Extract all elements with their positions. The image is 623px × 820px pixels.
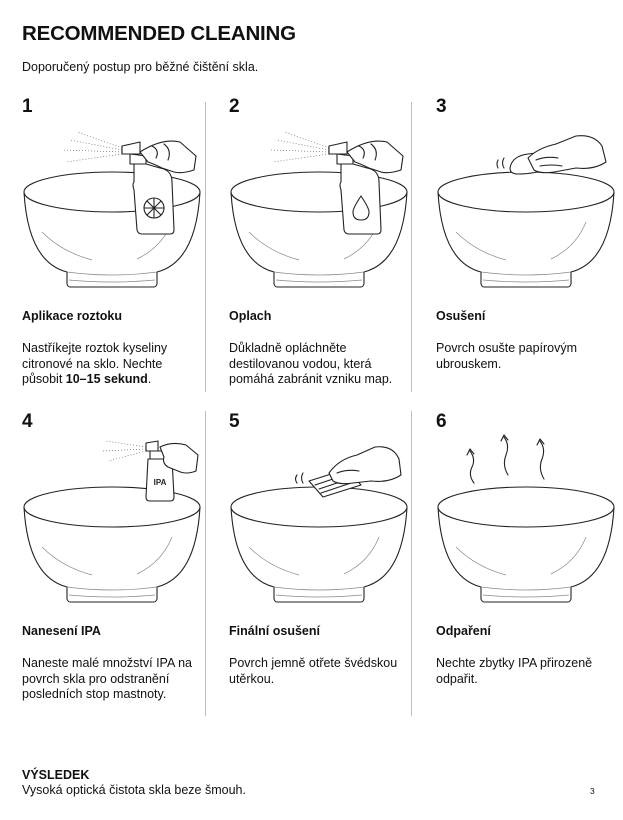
emphasis-text: 10–15 sekund (65, 372, 148, 386)
result-text: Vysoká optická čistota skla beze šmouh. (22, 783, 246, 797)
bottle-label: IPA (153, 478, 167, 487)
step-number: 6 (436, 411, 447, 432)
step-title: Nanesení IPA (22, 624, 101, 638)
step-description: Nechte zbytky IPA přirozeně odpařit. (436, 656, 593, 686)
cloth-icon (229, 427, 409, 617)
step-description: Naneste malé množství IPA na povrch skla pro odstranění posledních stop mastnoty. (22, 656, 192, 701)
step-title: Aplikace roztoku (22, 309, 123, 323)
paper-towel-icon (436, 112, 616, 302)
step-description: Povrch osušte papírovým ubrouskem. (436, 341, 578, 371)
step-number: 2 (229, 96, 240, 117)
spray-bottle-lemon-icon (22, 112, 202, 302)
step-description: Důkladně opláchněte destilovanou vodou, která pomáhá zabránit vzniku map. (229, 341, 393, 386)
step-title: Odpaření (436, 624, 491, 638)
step-number: 3 (436, 96, 447, 117)
step-title: Oplach (229, 309, 272, 323)
evaporation-icon (436, 427, 616, 617)
step-number: 5 (229, 411, 240, 432)
column-divider (411, 102, 412, 392)
column-divider (205, 102, 206, 392)
result-label: VÝSLEDEK (22, 768, 90, 782)
step-title: Osušení (436, 309, 486, 323)
page-subtitle: Doporučený postup pro běžné čištění skla. (22, 60, 259, 74)
step-title: Finální osušení (229, 624, 320, 638)
column-divider (411, 411, 412, 716)
column-divider (205, 411, 206, 716)
spray-bottle-ipa-icon (22, 427, 202, 617)
page-number: 3 (590, 786, 595, 796)
step-number: 4 (22, 411, 33, 432)
step-description: Povrch jemně otřete švédskou utěrkou. (229, 656, 398, 686)
step-number: 1 (22, 96, 33, 117)
spray-bottle-water-icon (229, 112, 409, 302)
step-description: Nastříkejte roztok kyseliny citronové na sklo. Nechte působit 10–15 sekund. (22, 341, 168, 386)
page-title: RECOMMENDED CLEANING (22, 22, 296, 45)
